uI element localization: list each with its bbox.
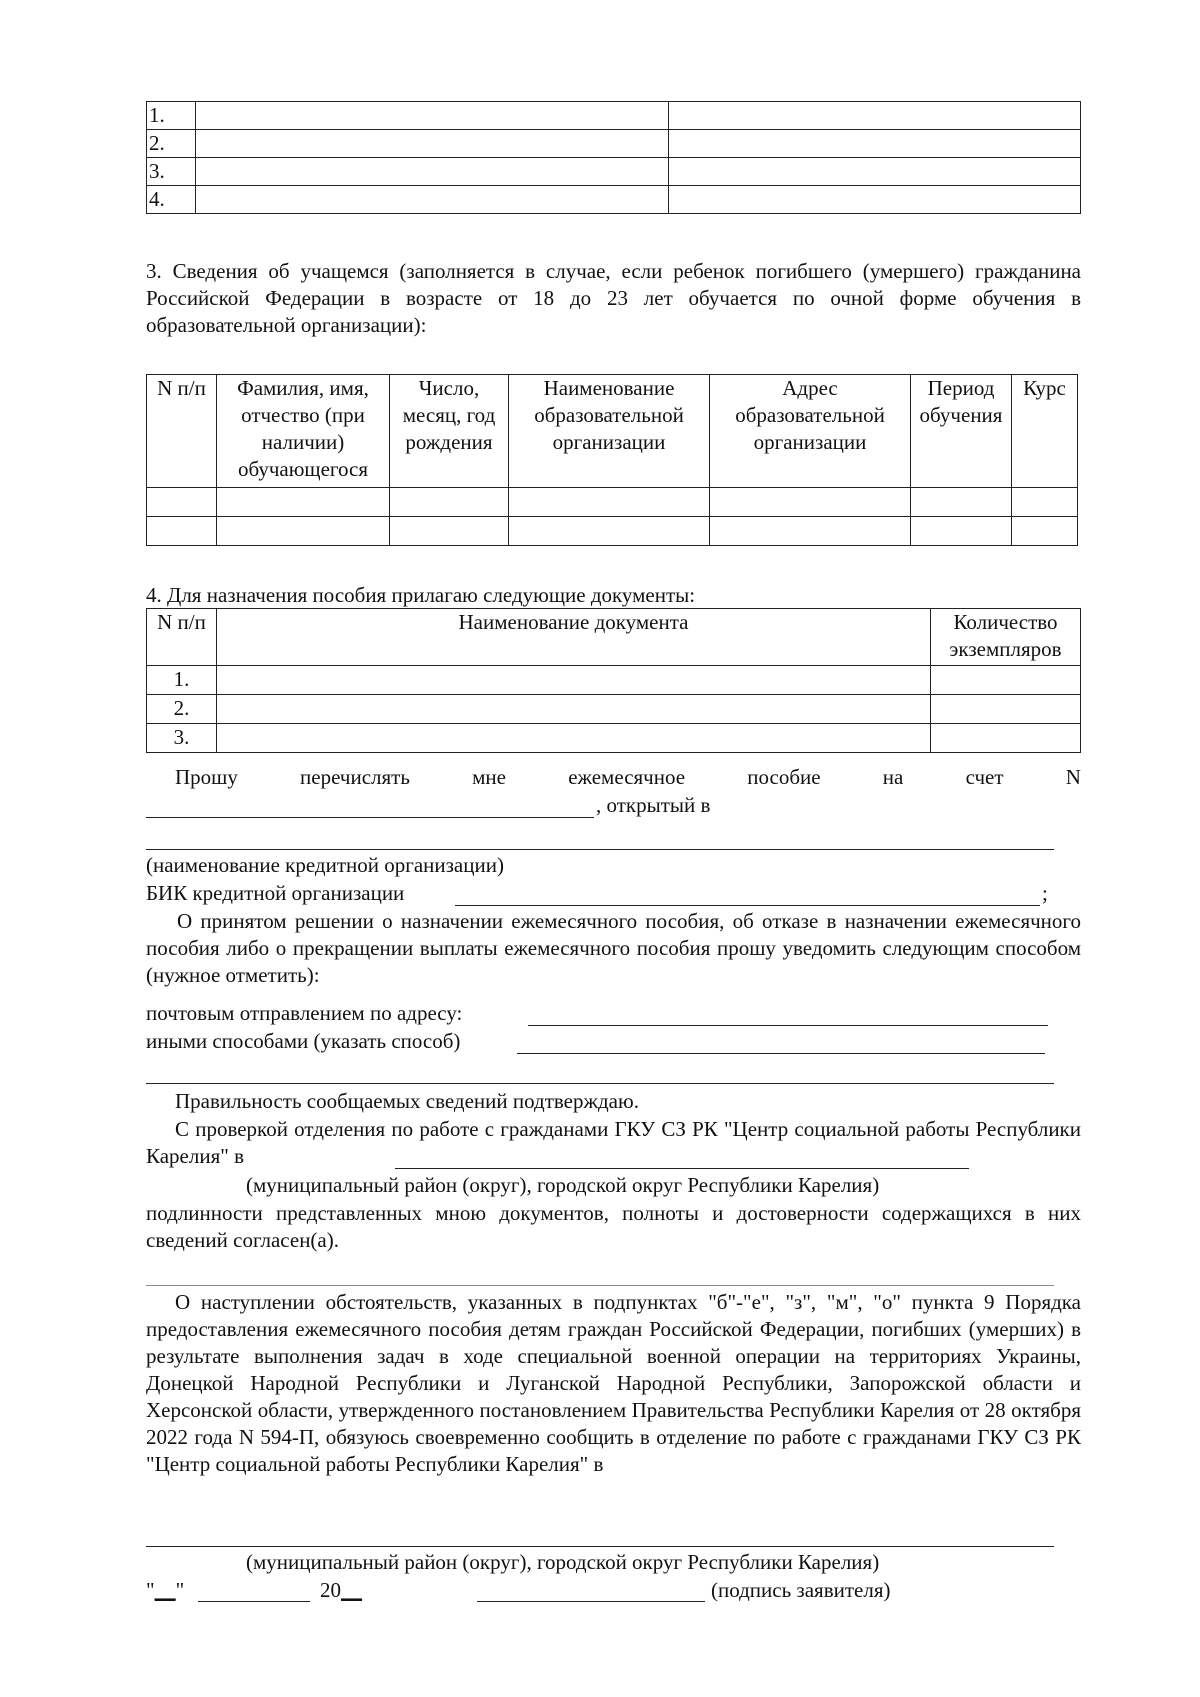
- table-cell[interactable]: [147, 488, 217, 517]
- table-cell[interactable]: [1012, 488, 1078, 517]
- table-cell[interactable]: [196, 186, 669, 214]
- table-cell[interactable]: [710, 517, 911, 546]
- table-cell[interactable]: [669, 186, 1081, 214]
- row-number: 1.: [147, 666, 217, 695]
- request-word: мне: [472, 765, 506, 789]
- table-cell[interactable]: [669, 158, 1081, 186]
- col-header-number: N п/п: [147, 375, 217, 488]
- table-row: [147, 488, 1078, 517]
- obligation-text: О наступлении обстоятельств, указанных в подпунктах "б"-"е", "з", "м", "о" пункта 9 Порядка предоставления ежемесячного пособия детям граждан Российской Федерации, погибших (умерших) в результате выполнения задач в ходе специальной военной операции на территориях Украины, Донецкой Народной Республики и Луганской Народной Республики, Запорожской области и Херсонской области, утвержденного постановлением Правительства Республики Карелия от 28 октября 2022 года N 594-П, обязуюсь своевременно сообщить в отделение по работе с гражданами ГКУ СЗ РК "Центр социальной работы Республики Карелия" в: [146, 1290, 1081, 1476]
- section3-heading: 3. Сведения об учащемся (заполняется в случае, если ребенок погибшего (умершего) гражданина Российской Федерации в возрасте от 18 до 23 лет обучается по очной форме обучения в образовательной организации):: [146, 259, 1081, 337]
- divider: [146, 1285, 1054, 1286]
- year-field[interactable]: __: [341, 1578, 362, 1602]
- month-field[interactable]: [198, 1601, 310, 1602]
- table-cell[interactable]: [911, 488, 1012, 517]
- table-header-row: [147, 375, 1078, 488]
- table-cell[interactable]: [147, 517, 217, 546]
- table-cell[interactable]: [217, 666, 931, 695]
- notify-paragraph: [146, 908, 1081, 989]
- table-cell[interactable]: [196, 130, 669, 158]
- confirm-check: [146, 1116, 1081, 1170]
- table-cell[interactable]: [217, 695, 931, 724]
- table-row: [147, 724, 1081, 753]
- col-header-birth-date: Число, месяц, год рождения: [390, 375, 509, 488]
- bik-end: ;: [1042, 881, 1048, 905]
- table-cell[interactable]: [217, 517, 390, 546]
- bank-request-line: [175, 764, 1081, 791]
- table-cell[interactable]: [931, 666, 1081, 695]
- signature-field[interactable]: [477, 1601, 705, 1602]
- row-number: 2.: [147, 695, 217, 724]
- bank-name-field[interactable]: [146, 849, 1054, 850]
- row-number: 2.: [147, 130, 196, 158]
- table-cell[interactable]: [196, 158, 669, 186]
- table-row: [147, 517, 1078, 546]
- documents-table: [146, 608, 1081, 753]
- table-cell[interactable]: [931, 724, 1081, 753]
- table-cell[interactable]: [217, 724, 931, 753]
- col-header-period: Период обучения: [911, 375, 1012, 488]
- col-header-org-address: Адрес образовательной организации: [710, 375, 911, 488]
- table-cell[interactable]: [669, 130, 1081, 158]
- table-cell[interactable]: [931, 695, 1081, 724]
- post-label: почтовым отправлением по адресу:: [146, 1001, 463, 1025]
- table-row: [147, 186, 1081, 214]
- notify-text: О принятом решении о назначении ежемесячного пособия, об отказе в назначении ежемесячного пособия либо о прекращении выплаты ежемесячного пособия прошу уведомить следующим способом (нужное отметить):: [146, 909, 1081, 987]
- table-cell[interactable]: [710, 488, 911, 517]
- date-quote-open: ": [146, 1578, 155, 1602]
- obligation-district-caption: (муниципальный район (округ), городской округ Республики Карелия): [246, 1550, 880, 1574]
- signature-caption: (подпись заявителя): [711, 1578, 891, 1602]
- children-table: [146, 101, 1081, 214]
- table-cell[interactable]: [1012, 517, 1078, 546]
- confirm-check-text: С проверкой отделения по работе с гражданами ГКУ СЗ РК "Центр социальной работы Республики Карелия" в: [146, 1117, 1081, 1168]
- request-word: N: [1065, 765, 1081, 789]
- obligation-paragraph: [146, 1289, 1081, 1478]
- confirm-agree: подлинности представленных мною документов, полноты и достоверности содержащихся в них сведений согласен(а).: [146, 1201, 1081, 1252]
- day-field[interactable]: __: [154, 1578, 176, 1602]
- table-row: [147, 130, 1081, 158]
- table-cell[interactable]: [509, 488, 710, 517]
- obligation-district-field[interactable]: [146, 1546, 1054, 1547]
- bik-field[interactable]: [455, 905, 1040, 906]
- table-row: [147, 695, 1081, 724]
- post-address-field[interactable]: [528, 1025, 1048, 1026]
- col-header-document-name: Наименование документа: [217, 609, 931, 666]
- col-header-org-name: Наименование образовательной организации: [509, 375, 710, 488]
- other-method-label: иными способами (указать способ): [146, 1029, 461, 1053]
- other-method-field-2[interactable]: [146, 1083, 1054, 1084]
- col-header-number: N п/п: [147, 609, 217, 666]
- request-word: перечислять: [300, 765, 410, 789]
- section4-heading: 4. Для назначения пособия прилагаю следующие документы:: [146, 583, 696, 607]
- bik-label: БИК кредитной организации: [146, 881, 405, 905]
- request-word: счет: [965, 765, 1004, 789]
- table-row: [147, 158, 1081, 186]
- confirm-correct: Правильность сообщаемых сведений подтверждаю.: [175, 1089, 639, 1113]
- table-cell[interactable]: [217, 488, 390, 517]
- request-word: на: [882, 765, 904, 789]
- table-cell[interactable]: [390, 488, 509, 517]
- col-header-student-name: Фамилия, имя, отчество (при наличии) обучающегося: [217, 375, 390, 488]
- table-cell[interactable]: [911, 517, 1012, 546]
- table-cell[interactable]: [509, 517, 710, 546]
- table-cell[interactable]: [390, 517, 509, 546]
- request-word: пособие: [747, 765, 821, 789]
- opened-in-label: , открытый в: [596, 793, 711, 817]
- row-number: 4.: [147, 186, 196, 214]
- col-header-quantity: Количество экземпляров: [931, 609, 1081, 666]
- date-row: [146, 1577, 184, 1604]
- bank-name-caption: (наименование кредитной организации): [146, 853, 504, 877]
- request-word: ежемесячное: [568, 765, 686, 789]
- table-cell[interactable]: [669, 102, 1081, 130]
- year-row: [320, 1577, 362, 1604]
- other-method-field[interactable]: [517, 1053, 1045, 1054]
- col-header-course: Курс: [1012, 375, 1078, 488]
- account-number-field[interactable]: [146, 817, 594, 818]
- table-row: [147, 666, 1081, 695]
- table-header-row: [147, 609, 1081, 666]
- date-quote-close: ": [175, 1578, 185, 1602]
- district-field[interactable]: [395, 1168, 969, 1169]
- year-prefix: 20: [320, 1578, 341, 1602]
- district-caption: (муниципальный район (округ), городской округ Республики Карелия): [246, 1173, 880, 1197]
- row-number: 3.: [147, 724, 217, 753]
- table-row: [147, 102, 1081, 130]
- row-number: 3.: [147, 158, 196, 186]
- table-cell[interactable]: [196, 102, 669, 130]
- student-table: [146, 374, 1078, 546]
- row-number: 1.: [147, 102, 196, 130]
- request-word: Прошу: [175, 765, 238, 789]
